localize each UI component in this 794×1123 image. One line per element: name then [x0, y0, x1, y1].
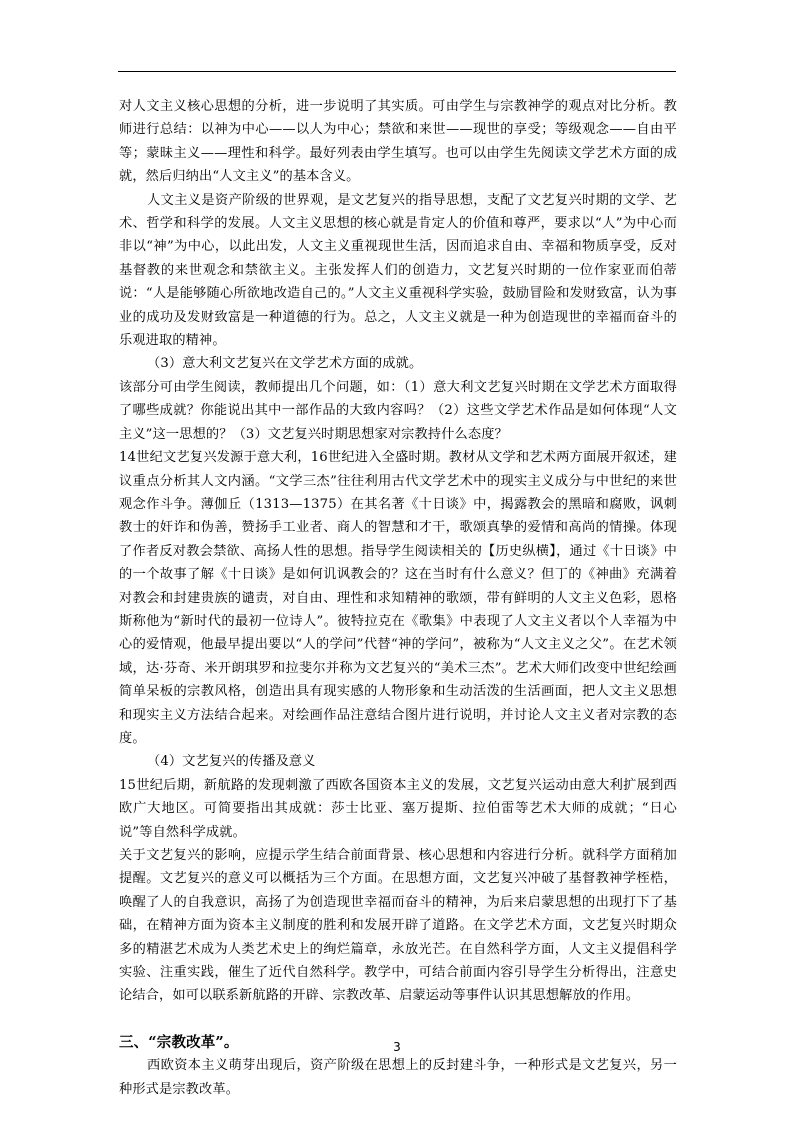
- section-heading-reformation: 三、“宗教改革”。: [119, 1033, 239, 1051]
- paragraph-literature-art: 14世纪文艺复兴发源于意大利，16世纪进入全盛时期。教材从文学和艺术两方面展开叙述，建议重点分析其人文内涵。“文学三杰”往往利用古代文学艺术中的现实主义成分与中世纪的来世观念作斗争。薄伽丘（1313—1375）在其名著《十日谈》中，揭露教会的黑暗和腐败，讽刺教士的奸诈和伪善，赞扬手工业者、商人的智慧和才干，歌颂真挚的爱情和高尚的情操。体现了作者反对教会禁欲、高扬人性的思想。指导学生阅读相关的【历史纵横】，通过《十日谈》中的一个故事了解《十日谈》是如何讥讽教会的？这在当时有什么意义？但丁的《神曲》充满着对教会和封建贵族的谴责，对自由、理性和求知精神的歌颂，带有鲜明的人文主义色彩，恩格斯称他为“新时代的最初一位诗人”。彼特拉克在《歌集》中表现了人文主义者以个人幸福为中心的爱情观，他最早提出要以“人的学问”代替“神的学问”，被称为“人文主义之父”。在艺术领域，达·芬奇、米开朗琪罗和拉斐尔并称为文艺复兴的“美术三杰”。艺术大师们改变中世纪绘画简单呆板的宗教风格，创造出具有现实感的人物形象和生动活泼的生活画面，把人文主义思想和现实主义方法结合起来。对绘画作品注意结合图片进行说明，并讨论人文主义者对宗教的态度。: [119, 450, 677, 746]
- paragraph-questions: 该部分可由学生阅读，教师提出几个问题，如：（1）意大利文艺复兴时期在文学艺术方面取得了哪些成就？你能说出其中一部作品的大致内容吗？（2）这些文学艺术作品是如何体现“人文主义”这一思想的？（3）文艺复兴时期思想家对宗教持什么态度？: [119, 379, 677, 442]
- subheading-italy-achievements: （3）意大利文艺复兴在文学艺术方面的成就。: [147, 356, 423, 372]
- header-rule: [118, 71, 676, 72]
- subheading-spread-significance: （4）文艺复兴的传播及意义: [147, 754, 316, 770]
- paragraph-humanism-definition: 人文主义是资产阶级的世界观，是文艺复兴的指导思想，支配了文艺复兴时期的文学、艺术、哲学和科学的发展。人文主义思想的核心就是肯定人的价值和尊严，要求以“人”为中心而非以“神”为中心，以此出发，人文主义重视现世生活，因而追求自由、幸福和物质享受，反对基督教的来世观念和禁欲主义。主张发挥人们的创造力，文艺复兴时期的一位作家亚而伯蒂说：“人是能够随心所欲地改造自己的。”人文主义重视科学实验，鼓励冒险和发财致富，认为事业的成功及发财致富是一种道德的行为。总之，人文主义就是一种为创造现世的幸福而奋斗的乐观进取的精神。: [119, 192, 677, 349]
- paragraph-spread: 15世纪后期，新航路的发现刺激了西欧各国资本主义的发展，文艺复兴运动由意大利扩展到西欧广大地区。可简要指出其成就：莎士比亚、塞万提斯、拉伯雷等艺术大师的成就；“日心说”等自然科学成就。: [119, 777, 677, 840]
- paragraph-analysis: 对人文主义核心思想的分析，进一步说明了其实质。可由学生与宗教神学的观点对比分析。教师进行总结：以神为中心——以人为中心；禁欲和来世——现世的享受；等级观念——自由平等；蒙昧主义——理性和科学。最好列表由学生填写。也可以由学生先阅读文学艺术方面的成就，然后归纳出“人文主义”的基本含义。: [119, 99, 677, 185]
- paragraph-influence: 关于文艺复兴的影响，应提示学生结合前面背景、核心思想和内容进行分析。就科学方面稍加提醒。文艺复兴的意义可以概括为三个方面。在思想方面，文艺复兴冲破了基督教神学桎梏，唤醒了人的自我意识，高扬了为创造现世幸福而奋斗的精神，为后来启蒙思想的出现打下了基础，在精神方面为资本主义制度的胜利和发展开辟了道路。在文学艺术方面，文艺复兴时期众多的精湛艺术成为人类艺术史上的绚烂篇章，永放光芒。在自然科学方面，人文主义提倡科学实验、注重实践，催生了近代自然科学。教学中，可结合前面内容引导学生分析得出，注意史论结合，如可以联系新航路的开辟、宗教改革、启蒙运动等事件认识其思想解放的作用。: [119, 848, 677, 1004]
- document-body: [119, 95, 677, 1101]
- paragraph-reformation-intro: 西欧资本主义萌芽出现后，资产阶级在思想上的反封建斗争，一种形式是文艺复兴，另一种形式是宗教改革。: [119, 1058, 677, 1097]
- page-number: 3: [393, 1040, 401, 1054]
